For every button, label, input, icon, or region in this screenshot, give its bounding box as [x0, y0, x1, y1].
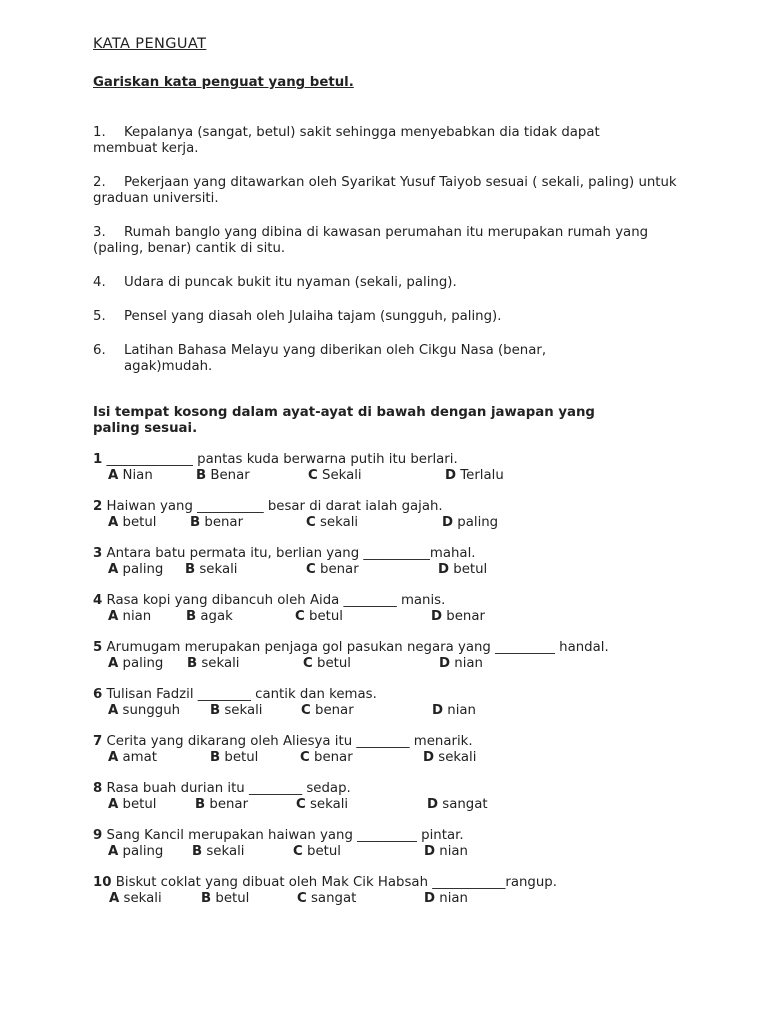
option-c[interactable]	[293, 844, 341, 860]
question-number: 6	[93, 687, 103, 702]
option-letter: A	[109, 891, 120, 906]
option-letter: C	[308, 468, 318, 483]
option-b[interactable]	[192, 844, 245, 860]
option-a[interactable]	[108, 562, 163, 578]
option-letter: B	[201, 891, 212, 906]
question-stem	[93, 640, 693, 656]
option-text: betul	[122, 797, 157, 812]
question-text: Arumugam merupakan penjaga gol pasukan negara yang _________ handal.	[106, 640, 609, 655]
option-letter: C	[303, 656, 313, 671]
option-b[interactable]	[210, 703, 263, 719]
option-text: nian	[454, 656, 483, 671]
option-b[interactable]	[210, 750, 258, 766]
question-stem	[93, 828, 693, 844]
question-text: Cerita yang dikarang oleh Aliesya itu ________ menarik.	[106, 734, 473, 749]
question-text: Biskut coklat yang dibuat oleh Mak Cik Habsah ___________rangup.	[115, 875, 557, 890]
item-text: Pensel yang diasah oleh Julaiha tajam (sungguh, paling).	[124, 309, 502, 324]
option-text: sekali	[199, 562, 238, 577]
option-text: Terlalu	[460, 468, 504, 483]
option-text: sangat	[442, 797, 488, 812]
option-text: betul	[309, 609, 343, 624]
option-text: Nian	[122, 468, 153, 483]
option-letter: B	[210, 750, 221, 765]
option-text: benar	[314, 750, 353, 765]
option-a[interactable]	[108, 750, 157, 766]
question-number: 3	[93, 546, 103, 561]
section1-list	[93, 125, 693, 375]
section2-questions	[93, 452, 693, 907]
item-number: 1.	[93, 125, 106, 140]
option-text: benar	[209, 797, 249, 812]
question-text: Haiwan yang __________ besar di darat ialah gajah.	[106, 499, 443, 514]
option-d[interactable]	[424, 844, 468, 860]
question-number: 4	[93, 593, 103, 608]
option-letter: C	[296, 797, 306, 812]
option-a[interactable]	[108, 609, 151, 625]
option-text: sekali	[438, 750, 477, 765]
option-letter: C	[306, 515, 316, 530]
option-letter: B	[195, 797, 206, 812]
item-text: Udara di puncak bukit itu nyaman (sekali, paling).	[124, 275, 457, 290]
question	[93, 734, 693, 766]
option-text: benar	[320, 562, 359, 577]
option-b[interactable]	[186, 609, 233, 625]
sentence-item	[93, 125, 653, 157]
answer-options	[93, 468, 693, 484]
option-a[interactable]	[108, 656, 163, 672]
option-d[interactable]	[439, 656, 483, 672]
option-text: benar	[204, 515, 244, 530]
option-c[interactable]	[296, 797, 348, 813]
option-a[interactable]	[109, 891, 162, 907]
option-letter: A	[108, 703, 119, 718]
option-text: sekali	[206, 844, 245, 859]
option-c[interactable]	[295, 609, 343, 625]
question-stem	[93, 452, 693, 468]
option-letter: D	[424, 844, 436, 859]
page-title: KATA PENGUAT	[93, 36, 207, 52]
question-text: Rasa buah durian itu ________ sedap.	[106, 781, 351, 796]
answer-options	[93, 891, 693, 907]
question	[93, 828, 693, 860]
question-stem	[93, 546, 693, 562]
option-letter: D	[424, 891, 436, 906]
item-number: 2.	[93, 175, 106, 190]
sentence-item	[93, 225, 653, 257]
option-c[interactable]	[300, 750, 353, 766]
option-letter: C	[293, 844, 303, 859]
option-letter: D	[439, 656, 451, 671]
option-text: sekali	[320, 515, 359, 530]
question	[93, 781, 693, 813]
option-text: nian	[447, 703, 476, 718]
question-stem	[93, 875, 693, 891]
question-number: 8	[93, 781, 103, 796]
question-text: Tulisan Fadzil ________ cantik dan kemas.	[106, 687, 377, 702]
option-letter: C	[297, 891, 307, 906]
option-b[interactable]	[185, 562, 238, 578]
option-text: paling	[122, 562, 164, 577]
answer-options	[93, 844, 693, 860]
option-letter: A	[108, 844, 119, 859]
section2-instruction: Isi tempat kosong dalam ayat-ayat di bawah dengan jawapan yang paling sesuai.	[93, 405, 595, 436]
question-number: 1	[93, 452, 103, 467]
option-text: sangat	[311, 891, 357, 906]
item-text: Rumah banglo yang dibina di kawasan perumahan itu merupakan rumah yang (paling, benar) cantik di situ.	[93, 225, 649, 256]
option-text: nian	[439, 891, 468, 906]
option-b[interactable]	[190, 515, 243, 531]
item-number: 4.	[93, 275, 106, 290]
question-text: Rasa kopi yang dibancuh oleh Aida ________ manis.	[106, 593, 446, 608]
option-d[interactable]	[424, 891, 468, 907]
option-a[interactable]	[108, 515, 157, 531]
answer-options	[93, 609, 693, 625]
option-letter: A	[108, 750, 119, 765]
option-a[interactable]	[108, 468, 153, 484]
option-text: nian	[439, 844, 468, 859]
option-a[interactable]	[108, 703, 180, 719]
section1-instruction: Gariskan kata penguat yang betul.	[93, 75, 354, 90]
option-letter: A	[108, 562, 119, 577]
option-letter: B	[185, 562, 196, 577]
option-letter: D	[427, 797, 439, 812]
option-letter: B	[190, 515, 201, 530]
question	[93, 452, 693, 484]
question	[93, 875, 693, 907]
option-text: betul	[215, 891, 250, 906]
option-text: Sekali	[322, 468, 362, 483]
item-number: 6.	[93, 343, 106, 358]
option-text: sekali	[201, 656, 240, 671]
question-number: 5	[93, 640, 103, 655]
option-c[interactable]	[297, 891, 356, 907]
sentence-item	[93, 175, 683, 207]
item-text: Kepalanya (sangat, betul) sakit sehingga menyebabkan dia tidak dapat membuat kerja.	[93, 125, 600, 156]
option-letter: A	[108, 609, 119, 624]
question	[93, 546, 693, 578]
question-text: Sang Kancil merupakan haiwan yang _________ pintar.	[106, 828, 464, 843]
sentence-item	[93, 309, 693, 325]
option-letter: B	[187, 656, 198, 671]
question-stem	[93, 734, 693, 750]
option-c[interactable]	[306, 515, 358, 531]
option-c[interactable]	[306, 562, 359, 578]
worksheet	[93, 36, 693, 922]
option-text: betul	[224, 750, 259, 765]
sentence-item	[93, 275, 693, 291]
option-text: paling	[122, 844, 164, 859]
option-letter: B	[210, 703, 221, 718]
item-number: 3.	[93, 225, 106, 240]
question-text: _____________ pantas kuda berwarna putih itu berlari.	[106, 452, 458, 467]
answer-options	[93, 562, 693, 578]
option-text: betul	[122, 515, 157, 530]
answer-options	[93, 656, 693, 672]
option-text: sekali	[123, 891, 162, 906]
question-number: 7	[93, 734, 103, 749]
question	[93, 687, 693, 719]
question-stem	[93, 593, 693, 609]
question	[93, 499, 693, 531]
option-c[interactable]	[308, 468, 362, 484]
option-letter: B	[196, 468, 207, 483]
option-text: amat	[122, 750, 157, 765]
question	[93, 593, 693, 625]
question-number: 2	[93, 499, 103, 514]
option-b[interactable]	[187, 656, 240, 672]
option-text: sekali	[310, 797, 349, 812]
question-text: Antara batu permata itu, berlian yang __________mahal.	[106, 546, 476, 561]
question	[93, 640, 693, 672]
item-text: Latihan Bahasa Melayu yang diberikan oleh Cikgu Nasa (benar, agak)mudah.	[124, 343, 547, 374]
option-d[interactable]	[427, 797, 488, 813]
option-letter: B	[186, 609, 197, 624]
option-text: nian	[122, 609, 152, 624]
option-letter: D	[431, 609, 443, 624]
option-d[interactable]	[438, 562, 487, 578]
option-text: paling	[122, 656, 164, 671]
option-letter: A	[108, 797, 119, 812]
sentence-item	[93, 343, 624, 375]
option-text: sungguh	[122, 703, 181, 718]
option-text: betul	[317, 656, 351, 671]
option-letter: C	[301, 703, 311, 718]
option-letter: A	[108, 468, 119, 483]
question-number: 9	[93, 828, 103, 843]
option-letter: C	[300, 750, 310, 765]
option-d[interactable]	[431, 609, 485, 625]
question-number: 10	[93, 875, 112, 890]
option-a[interactable]	[108, 797, 157, 813]
answer-options	[93, 703, 693, 719]
option-text: Benar	[210, 468, 250, 483]
option-d[interactable]	[432, 703, 476, 719]
option-d[interactable]	[423, 750, 476, 766]
option-text: sekali	[224, 703, 263, 718]
question-stem	[93, 499, 693, 515]
item-text: Pekerjaan yang ditawarkan oleh Syarikat Yusuf Taiyob sesuai ( sekali, paling) untuk graduan universiti.	[93, 175, 677, 206]
option-letter: D	[442, 515, 454, 530]
option-letter: B	[192, 844, 203, 859]
option-text: betul	[453, 562, 488, 577]
option-letter: D	[438, 562, 450, 577]
option-letter: D	[432, 703, 444, 718]
option-text: paling	[457, 515, 499, 530]
option-text: betul	[307, 844, 341, 859]
question-stem	[93, 687, 693, 703]
option-letter: D	[445, 468, 457, 483]
option-letter: A	[108, 656, 119, 671]
answer-options	[93, 797, 693, 813]
option-d[interactable]	[445, 468, 504, 484]
answer-options	[93, 515, 693, 531]
option-letter: C	[295, 609, 305, 624]
item-number: 5.	[93, 309, 106, 324]
option-c[interactable]	[303, 656, 351, 672]
option-text: benar	[446, 609, 485, 624]
option-c[interactable]	[301, 703, 354, 719]
option-letter: A	[108, 515, 119, 530]
option-letter: D	[423, 750, 435, 765]
option-b[interactable]	[196, 468, 250, 484]
option-text: agak	[200, 609, 233, 624]
question-stem	[93, 781, 693, 797]
option-b[interactable]	[201, 891, 249, 907]
option-d[interactable]	[442, 515, 498, 531]
option-letter: C	[306, 562, 316, 577]
option-b[interactable]	[195, 797, 248, 813]
option-text: benar	[315, 703, 354, 718]
option-a[interactable]	[108, 844, 163, 860]
answer-options	[93, 750, 693, 766]
